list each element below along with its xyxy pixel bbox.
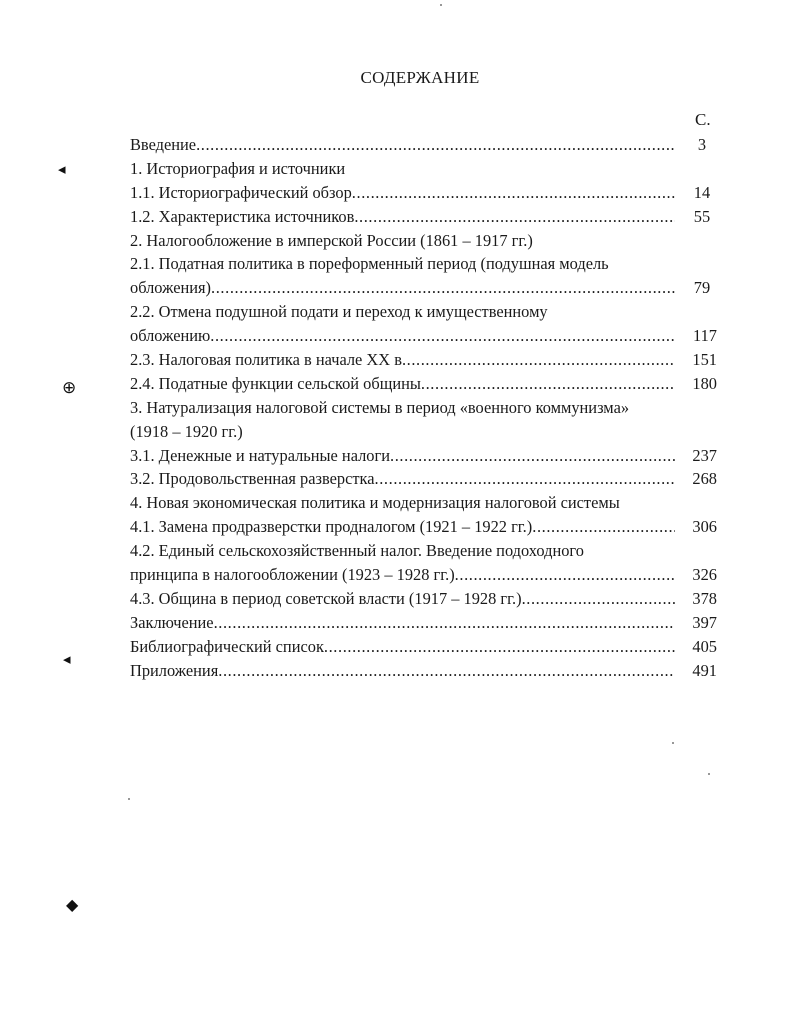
toc-entry-title: 2.3. Налоговая политика в начале XX в .....	[130, 348, 675, 372]
toc-entry-line	[130, 252, 717, 276]
toc-entry-title: 1.1. Историографический обзор .....	[130, 181, 675, 205]
toc-heading	[130, 491, 717, 515]
toc-entry-page: 378	[675, 587, 717, 611]
toc-entry	[130, 205, 717, 229]
toc-entry-page: 237	[675, 444, 717, 468]
page-column-header: С.	[695, 110, 711, 129]
toc-entry-title: 2.1. Податная политика в пореформенный период (подушная модель	[130, 254, 609, 274]
toc-entry-page: 306	[675, 515, 717, 539]
binder-hole-mark-icon: ◂	[58, 160, 66, 178]
scan-speck	[708, 773, 710, 775]
toc-entry-page: 326	[675, 563, 717, 587]
toc-entry	[130, 181, 717, 205]
toc-entry-page: 268	[675, 467, 717, 491]
toc-entry	[130, 635, 717, 659]
toc-entry-page: 14	[687, 181, 717, 205]
toc-entry	[130, 587, 717, 611]
scan-speck	[128, 798, 130, 800]
toc-entry-page: 180	[675, 372, 717, 396]
toc-entry-title: 4.2. Единый сельскохозяйственный налог. Введение подоходного	[130, 541, 584, 561]
toc-entry	[130, 348, 717, 372]
toc-entry-title: Библиографический список .....	[130, 635, 675, 659]
toc-entry-title: Заключение .....	[130, 611, 675, 635]
toc-entry-page: 3	[687, 133, 717, 157]
toc-entry-title: 3.1. Денежные и натуральные налоги .....	[130, 444, 675, 468]
toc-entry-title: 3.2. Продовольственная разверстка .....	[130, 467, 675, 491]
toc-entry	[130, 324, 717, 348]
toc-entry-page: 151	[675, 348, 717, 372]
toc-entry-title: обложения) .....	[130, 276, 675, 300]
toc-entry	[130, 563, 717, 587]
toc-entry-title: Введение .....	[130, 133, 675, 157]
toc-entry-page: 491	[675, 659, 717, 683]
toc-entry-page: 397	[675, 611, 717, 635]
toc-entry-title: 1. Историография и источники	[130, 158, 346, 178]
toc-entry	[130, 372, 717, 396]
toc-entry-title: обложению .....	[130, 324, 675, 348]
toc-entry-title: (1918 – 1920 гг.)	[130, 421, 243, 441]
scan-speck	[440, 4, 442, 6]
toc-entry-page: 55	[687, 205, 717, 229]
toc-entry	[130, 133, 717, 157]
toc-entry	[130, 467, 717, 491]
toc-entry-line	[130, 300, 717, 324]
page-title: СОДЕРЖАНИЕ	[360, 68, 480, 87]
table-of-contents	[130, 133, 717, 682]
toc-entry	[130, 659, 717, 683]
toc-entry-title: принципа в налогообложении (1923 – 1928 гг.) .....	[130, 563, 675, 587]
toc-heading	[130, 229, 717, 253]
toc-entry-title: 2. Налогообложение в имперской России (1861 – 1917 гг.)	[130, 230, 533, 250]
toc-entry	[130, 276, 717, 300]
toc-entry-page: 405	[675, 635, 717, 659]
toc-entry-title: 2.2. Отмена подушной подати и переход к имущественному	[130, 302, 548, 322]
toc-entry	[130, 444, 717, 468]
toc-entry-title: 3. Натурализация налоговой системы в период «военного коммунизма»	[130, 397, 630, 417]
scan-speck	[672, 742, 674, 744]
toc-heading-line	[130, 420, 717, 444]
toc-entry-title: 4.3. Община в период советской власти (1917 – 1928 гг.) .....	[130, 587, 675, 611]
toc-entry-title: 4. Новая экономическая политика и модернизация налоговой системы	[130, 493, 620, 513]
toc-entry	[130, 611, 717, 635]
toc-entry-title: Приложения .....	[130, 659, 675, 683]
binder-hole-mark-icon: ◂	[63, 650, 71, 668]
toc-entry-title: 2.4. Податные функции сельской общины .....	[130, 372, 675, 396]
toc-entry-page: 79	[687, 276, 717, 300]
toc-entry-line	[130, 539, 717, 563]
toc-entry	[130, 515, 717, 539]
binder-hole-mark-icon: ⊕	[62, 378, 77, 398]
toc-entry-page: 117	[675, 324, 717, 348]
binder-hole-mark-icon: ◆	[66, 895, 79, 914]
toc-entry-title: 4.1. Замена продразверстки продналогом (1921 – 1922 гг.) .....	[130, 515, 675, 539]
toc-heading	[130, 396, 717, 420]
toc-heading	[130, 157, 717, 181]
toc-entry-title: 1.2. Характеристика источников .....	[130, 205, 675, 229]
